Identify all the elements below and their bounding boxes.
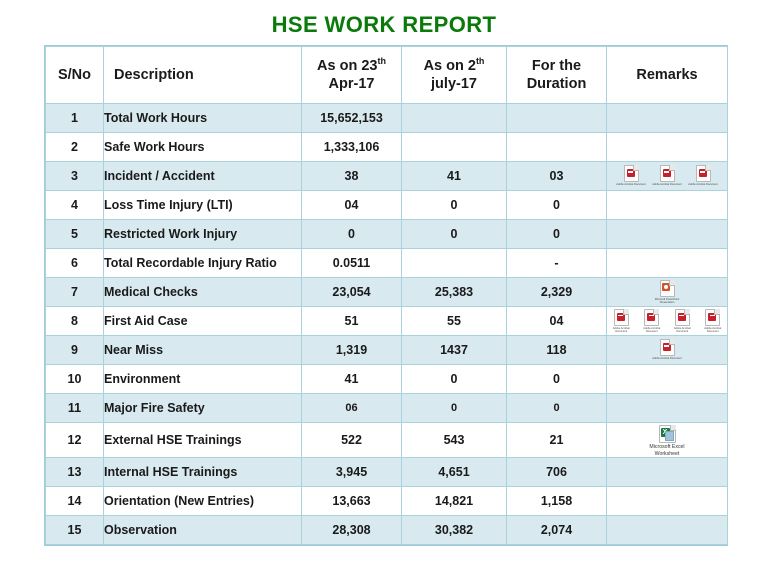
cell-as-on-jul: 0 xyxy=(402,394,507,423)
column-header-as-on-apr-main: As on 23 xyxy=(317,57,378,74)
cell-sno: 14 xyxy=(46,487,104,516)
cell-as-on-apr: 41 xyxy=(302,365,402,394)
cell-duration xyxy=(507,104,607,133)
cell-description: Safe Work Hours xyxy=(104,133,302,162)
table-row xyxy=(46,516,728,545)
xls-icon xyxy=(659,425,676,443)
cell-as-on-jul: 0 xyxy=(402,191,507,220)
cell-as-on-apr: 06 xyxy=(302,394,402,423)
pdf-badge xyxy=(678,313,686,321)
table-header xyxy=(46,47,728,104)
cell-as-on-jul: 0 xyxy=(402,220,507,249)
column-header-description xyxy=(104,47,302,104)
cell-duration: 2,074 xyxy=(507,516,607,545)
cell-description: Restricted Work Injury xyxy=(104,220,302,249)
table-row xyxy=(46,220,728,249)
cell-as-on-apr: 0.0511 xyxy=(302,249,402,278)
column-header-duration xyxy=(507,47,607,104)
pdf-icon xyxy=(660,339,675,356)
cell-remarks xyxy=(607,336,728,365)
cell-sno: 10 xyxy=(46,365,104,394)
column-header-as-on-apr-sub: Apr-17 xyxy=(328,76,375,92)
cell-duration: 0 xyxy=(507,191,607,220)
cell-remarks xyxy=(607,307,728,336)
cell-as-on-jul xyxy=(402,133,507,162)
hse-report-table-wrapper xyxy=(44,45,728,546)
cell-duration: 2,329 xyxy=(507,278,607,307)
cell-as-on-jul: 55 xyxy=(402,307,507,336)
remarks-attachment-group xyxy=(607,339,727,360)
cell-as-on-jul: 4,651 xyxy=(402,458,507,487)
cell-as-on-jul: 0 xyxy=(402,365,507,394)
cell-description: External HSE Trainings xyxy=(104,423,302,458)
pdf-file-icon[interactable] xyxy=(686,165,720,186)
column-header-as-on-jul-main: As on 2 xyxy=(423,57,476,74)
pdf-file-icon[interactable] xyxy=(638,309,667,333)
cell-remarks xyxy=(607,516,728,545)
remarks-attachment-group xyxy=(607,165,727,186)
cell-sno: 1 xyxy=(46,104,104,133)
cell-as-on-apr: 13,663 xyxy=(302,487,402,516)
cell-description: Medical Checks xyxy=(104,278,302,307)
cell-duration: 21 xyxy=(507,423,607,458)
cell-duration: 0 xyxy=(507,220,607,249)
cell-remarks xyxy=(607,487,728,516)
cell-remarks xyxy=(607,394,728,423)
cell-duration: 0 xyxy=(507,394,607,423)
cell-as-on-jul: 1437 xyxy=(402,336,507,365)
pdf-file-icon[interactable] xyxy=(607,309,636,333)
worksheet-grid-icon xyxy=(665,431,674,441)
table-row xyxy=(46,278,728,307)
pdf-icon xyxy=(614,309,629,326)
file-icon-label: Adobe Acrobat Document xyxy=(652,183,682,187)
table-body xyxy=(46,104,728,545)
cell-sno: 11 xyxy=(46,394,104,423)
pdf-badge xyxy=(617,313,625,321)
cell-remarks xyxy=(607,191,728,220)
pdf-badge xyxy=(647,313,655,321)
column-header-remarks-label: Remarks xyxy=(636,66,698,83)
file-icon-label: Adobe Acrobat Document xyxy=(688,183,718,187)
cell-description: Major Fire Safety xyxy=(104,394,302,423)
pdf-file-icon[interactable] xyxy=(614,165,648,186)
xls-file-icon[interactable] xyxy=(639,425,695,457)
cell-as-on-apr: 3,945 xyxy=(302,458,402,487)
cell-duration: 0 xyxy=(507,365,607,394)
cell-as-on-apr: 0 xyxy=(302,220,402,249)
cell-as-on-jul: 14,821 xyxy=(402,487,507,516)
cell-as-on-apr: 1,319 xyxy=(302,336,402,365)
cell-remarks xyxy=(607,133,728,162)
cell-sno: 13 xyxy=(46,458,104,487)
table-row xyxy=(46,487,728,516)
cell-description: Environment xyxy=(104,365,302,394)
pdf-file-icon[interactable] xyxy=(699,309,728,333)
column-header-as-on-apr-ordinal: th xyxy=(377,56,386,67)
column-header-remarks xyxy=(607,47,728,104)
column-header-sno-label: S/No xyxy=(57,66,92,83)
cell-sno: 6 xyxy=(46,249,104,278)
cell-remarks xyxy=(607,162,728,191)
column-header-as-on-jul xyxy=(402,47,507,104)
cell-sno: 4 xyxy=(46,191,104,220)
ppt-badge xyxy=(662,283,670,291)
cell-duration: - xyxy=(507,249,607,278)
cell-remarks xyxy=(607,278,728,307)
table-row xyxy=(46,365,728,394)
column-header-as-on-apr xyxy=(302,47,402,104)
pdf-file-icon[interactable] xyxy=(650,165,684,186)
cell-as-on-jul xyxy=(402,104,507,133)
header-row xyxy=(46,47,728,104)
table-row xyxy=(46,162,728,191)
cell-duration: 03 xyxy=(507,162,607,191)
cell-remarks xyxy=(607,249,728,278)
page-title: HSE WORK REPORT xyxy=(271,12,497,37)
cell-as-on-jul: 25,383 xyxy=(402,278,507,307)
pdf-badge xyxy=(663,343,671,351)
cell-remarks xyxy=(607,220,728,249)
cell-sno: 15 xyxy=(46,516,104,545)
cell-as-on-jul: 543 xyxy=(402,423,507,458)
remarks-attachment-group xyxy=(607,309,727,333)
cell-description: Total Work Hours xyxy=(104,104,302,133)
column-header-as-on-jul-ordinal: th xyxy=(475,56,485,67)
file-icon-label: Microsoft Excel Worksheet xyxy=(649,444,685,457)
table-row xyxy=(46,423,728,458)
column-header-as-on-jul-sub: july-17 xyxy=(431,76,477,92)
pdf-file-icon[interactable] xyxy=(668,309,697,333)
remarks-attachment-group xyxy=(607,280,727,304)
cell-as-on-jul: 41 xyxy=(402,162,507,191)
cell-remarks xyxy=(607,458,728,487)
file-icon-label: Microsoft PowerPoint Presentation xyxy=(654,297,680,304)
cell-duration xyxy=(507,133,607,162)
cell-description: Loss Time Injury (LTI) xyxy=(104,191,302,220)
cell-duration: 04 xyxy=(507,307,607,336)
file-icon-label: Adobe Acrobat Document xyxy=(652,357,682,361)
file-icon-label: Adobe Acrobat Document xyxy=(612,326,630,333)
table-row xyxy=(46,249,728,278)
pdf-badge xyxy=(708,313,716,321)
cell-sno: 7 xyxy=(46,278,104,307)
cell-description: First Aid Case xyxy=(104,307,302,336)
table-row xyxy=(46,191,728,220)
cell-sno: 12 xyxy=(46,423,104,458)
cell-sno: 2 xyxy=(46,133,104,162)
pdf-icon xyxy=(696,165,711,182)
column-header-sno xyxy=(46,47,104,104)
pdf-icon xyxy=(675,309,690,326)
hse-report-table xyxy=(45,46,728,545)
pdf-icon xyxy=(644,309,659,326)
cell-description: Internal HSE Trainings xyxy=(104,458,302,487)
cell-as-on-jul xyxy=(402,249,507,278)
pdf-icon xyxy=(705,309,720,326)
table-row xyxy=(46,394,728,423)
cell-description: Near Miss xyxy=(104,336,302,365)
file-icon-label: Adobe Acrobat Document xyxy=(704,326,722,333)
cell-as-on-apr: 38 xyxy=(302,162,402,191)
cell-as-on-apr: 51 xyxy=(302,307,402,336)
cell-sno: 8 xyxy=(46,307,104,336)
cell-as-on-apr: 28,308 xyxy=(302,516,402,545)
cell-as-on-jul: 30,382 xyxy=(402,516,507,545)
pdf-icon xyxy=(660,165,675,182)
table-row xyxy=(46,104,728,133)
pdf-badge xyxy=(699,169,707,177)
cell-description: Orientation (New Entries) xyxy=(104,487,302,516)
cell-duration: 118 xyxy=(507,336,607,365)
table-row xyxy=(46,307,728,336)
cell-as-on-apr: 15,652,153 xyxy=(302,104,402,133)
cell-duration: 706 xyxy=(507,458,607,487)
cell-remarks xyxy=(607,423,728,458)
pdf-badge xyxy=(663,169,671,177)
cell-as-on-apr: 23,054 xyxy=(302,278,402,307)
cell-description: Incident / Accident xyxy=(104,162,302,191)
ppt-icon xyxy=(660,280,675,297)
cell-description: Total Recordable Injury Ratio xyxy=(104,249,302,278)
pdf-badge xyxy=(627,169,635,177)
cell-description: Observation xyxy=(104,516,302,545)
table-row xyxy=(46,458,728,487)
cell-as-on-apr: 04 xyxy=(302,191,402,220)
ppt-file-icon[interactable] xyxy=(650,280,684,304)
file-icon-label: Adobe Acrobat Document xyxy=(616,183,646,187)
column-header-duration-line1: For the xyxy=(531,57,582,74)
cell-as-on-apr: 1,333,106 xyxy=(302,133,402,162)
column-header-description-label: Description xyxy=(114,66,194,83)
cell-sno: 9 xyxy=(46,336,104,365)
cell-sno: 5 xyxy=(46,220,104,249)
cell-remarks xyxy=(607,104,728,133)
table-row xyxy=(46,336,728,365)
cell-sno: 3 xyxy=(46,162,104,191)
file-icon-label: Adobe Acrobat Document xyxy=(673,326,691,333)
cell-duration: 1,158 xyxy=(507,487,607,516)
remarks-attachment-group xyxy=(607,425,727,457)
pdf-icon xyxy=(624,165,639,182)
column-header-duration-line2: Duration xyxy=(526,76,587,92)
cell-remarks xyxy=(607,365,728,394)
pdf-file-icon[interactable] xyxy=(650,339,684,360)
file-icon-label: Adobe Acrobat Document xyxy=(643,326,661,333)
cell-as-on-apr: 522 xyxy=(302,423,402,458)
table-row xyxy=(46,133,728,162)
